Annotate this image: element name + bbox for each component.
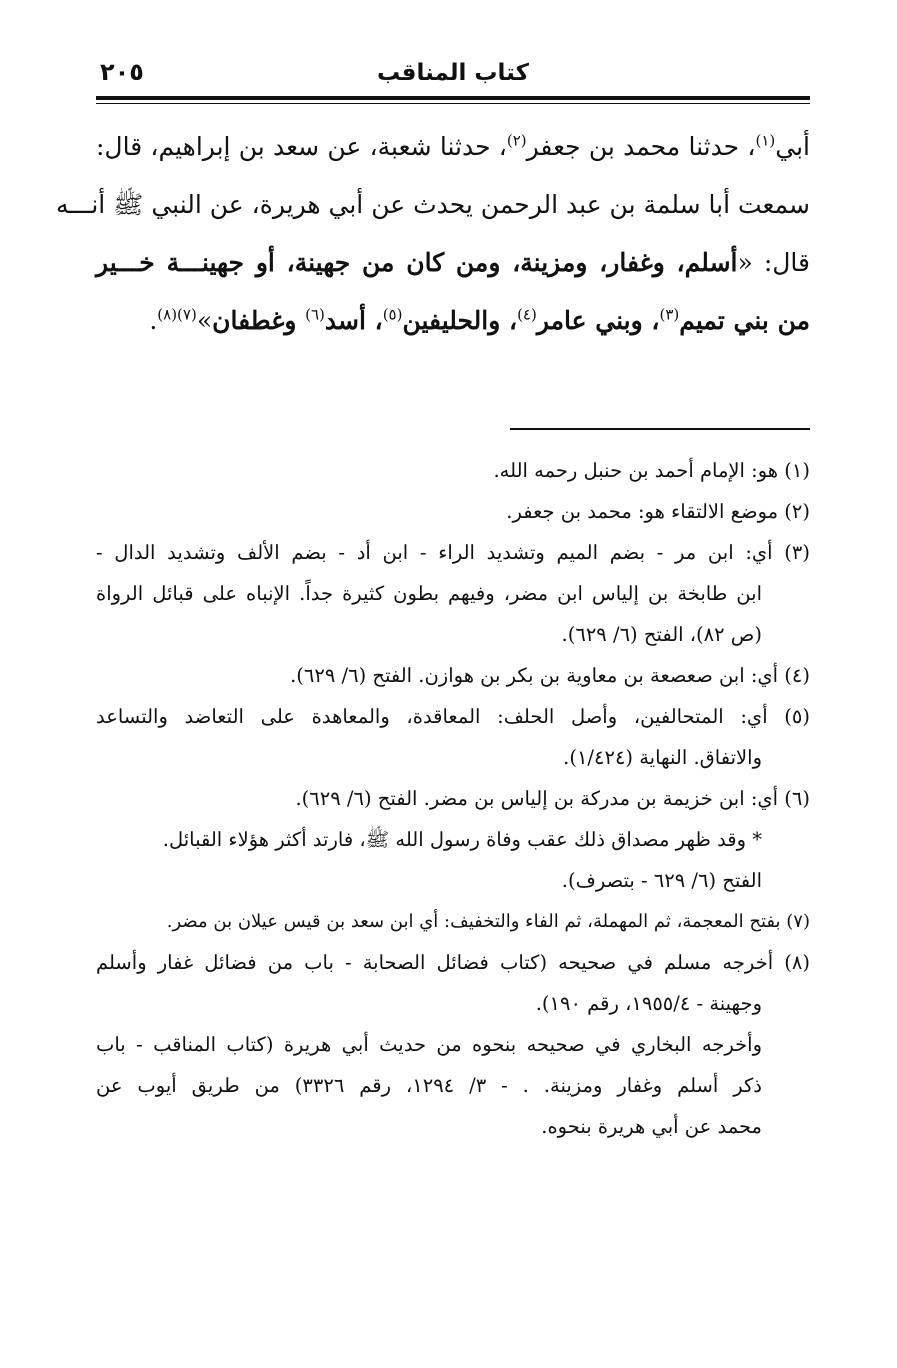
main-line-4: من بني تميم$^{(٣)}$، وبني عامر$^{(٤)}$، والحليفين$^{(٥)}$، أسد$^{(٦)}$ وغطفان»$^{(٧)(٨)}$. bbox=[149, 305, 810, 335]
footnote-6: (٦) أي: ابن خزيمة بن مدركة بن إلياس بن مضر. الفتح (٦/ ٦٢٩). bbox=[295, 787, 810, 810]
footnote-3-line-2: ابن طابخة بن إلياس ابن مضر، وفيهم بطون كثيرة جداً. الإنباه على قبائل الرواة bbox=[96, 582, 762, 605]
running-header bbox=[96, 56, 810, 100]
main-line-1: أبي$^{(١)}$، حدثنا محمد بن جعفر$^{(٢)}$، حدثنا شعبة، عن سعد بن إبراهيم، قال: bbox=[96, 131, 810, 161]
footnote-separator bbox=[510, 428, 810, 430]
footnote-8-line-1: (٨) أخرجه مسلم في صحيحه (كتاب فضائل الصحابة - باب من فضائل غفار وأسلم bbox=[96, 951, 810, 974]
footnote-ref-6[interactable]: (٦) bbox=[305, 305, 325, 324]
footnote-ref-7[interactable]: (٧) bbox=[177, 305, 197, 324]
footnote-2: (٢) موضع الالتقاء هو: محمد بن جعفر. bbox=[506, 500, 810, 523]
footnote-6-note-1: * وقد ظهر مصداق ذلك عقب وفاة رسول الله ﷺ، فارتد أكثر هؤلاء القبائل. bbox=[162, 828, 762, 851]
chapter-title: كتاب المناقب bbox=[377, 60, 529, 86]
footnote-7: (٧) بفتح المعجمة، ثم المهملة، ثم الفاء والتخفيف: أي ابن سعد بن قيس عيلان بن مضر. bbox=[166, 911, 810, 932]
footnote-8-line-5: محمد عن أبي هريرة بنحوه. bbox=[541, 1115, 762, 1138]
footnote-1: (١) هو: الإمام أحمد بن حنبل رحمه الله. bbox=[493, 459, 810, 482]
footnote-ref-4[interactable]: (٤) bbox=[517, 305, 537, 324]
footnote-3-line-3: (ص ٨٢)، الفتح (٦/ ٦٢٩). bbox=[561, 623, 762, 646]
footnote-3-line-1: (٣) أي: ابن مر - بضم الميم وتشديد الراء - ابن أد - بضم الألف وتشديد الدال - bbox=[96, 541, 810, 564]
footnote-ref-3[interactable]: (٣) bbox=[659, 305, 680, 324]
footnotes bbox=[96, 450, 810, 1147]
footnote-8-line-3: وأخرجه البخاري في صحيحه بنحوه من حديث أبي هريرة (كتاب المناقب - باب bbox=[96, 1033, 762, 1056]
footnote-8-line-2: وجهينة - ١٩٥٥/٤، رقم ١٩٠). bbox=[535, 992, 762, 1015]
hadith-text bbox=[55, 118, 810, 350]
footnote-ref-5[interactable]: (٥) bbox=[382, 305, 403, 324]
page-number: ٢٠٥ bbox=[100, 58, 144, 86]
footnote-ref-2[interactable]: (٢) bbox=[506, 131, 527, 150]
footnote-ref-1[interactable]: (١) bbox=[755, 131, 776, 150]
header-rule bbox=[96, 96, 810, 100]
footnote-4: (٤) أي: ابن صعصعة بن معاوية بن بكر بن هوازن. الفتح (٦/ ٦٢٩). bbox=[290, 664, 810, 687]
footnote-ref-8[interactable]: (٨) bbox=[157, 305, 178, 324]
footnote-8-line-4: ذكر أسلم وغفار ومزينة. . - ٣/ ١٢٩٤، رقم ٣٣٢٦) من طريق أيوب عن bbox=[96, 1074, 762, 1097]
main-line-2: سمعت أبا سلمة بن عبد الرحمن يحدث عن أبي هريرة، عن النبي ﷺ أنـــه bbox=[55, 190, 810, 219]
footnote-6-note-2: الفتح (٦/ ٦٢٩ - بتصرف). bbox=[561, 869, 762, 892]
main-line-3: قال: «أسلم، وغفار، ومزينة، ومن كان من جهينة، أو جهينـــة خـــير bbox=[96, 248, 810, 277]
footnote-5-line-1: (٥) أي: المتحالفين، وأصل الحلف: المعاقدة، والمعاهدة على التعاضد والتساعد bbox=[96, 705, 810, 728]
prophetic-saying: أسلم، وغفار، ومزينة، ومن كان من جهينة، أو جهينـــة خـــير bbox=[96, 248, 738, 277]
header-rule-thin bbox=[96, 103, 810, 104]
footnote-5-line-2: والاتفاق. النهاية (١/٤٢٤). bbox=[563, 746, 762, 769]
